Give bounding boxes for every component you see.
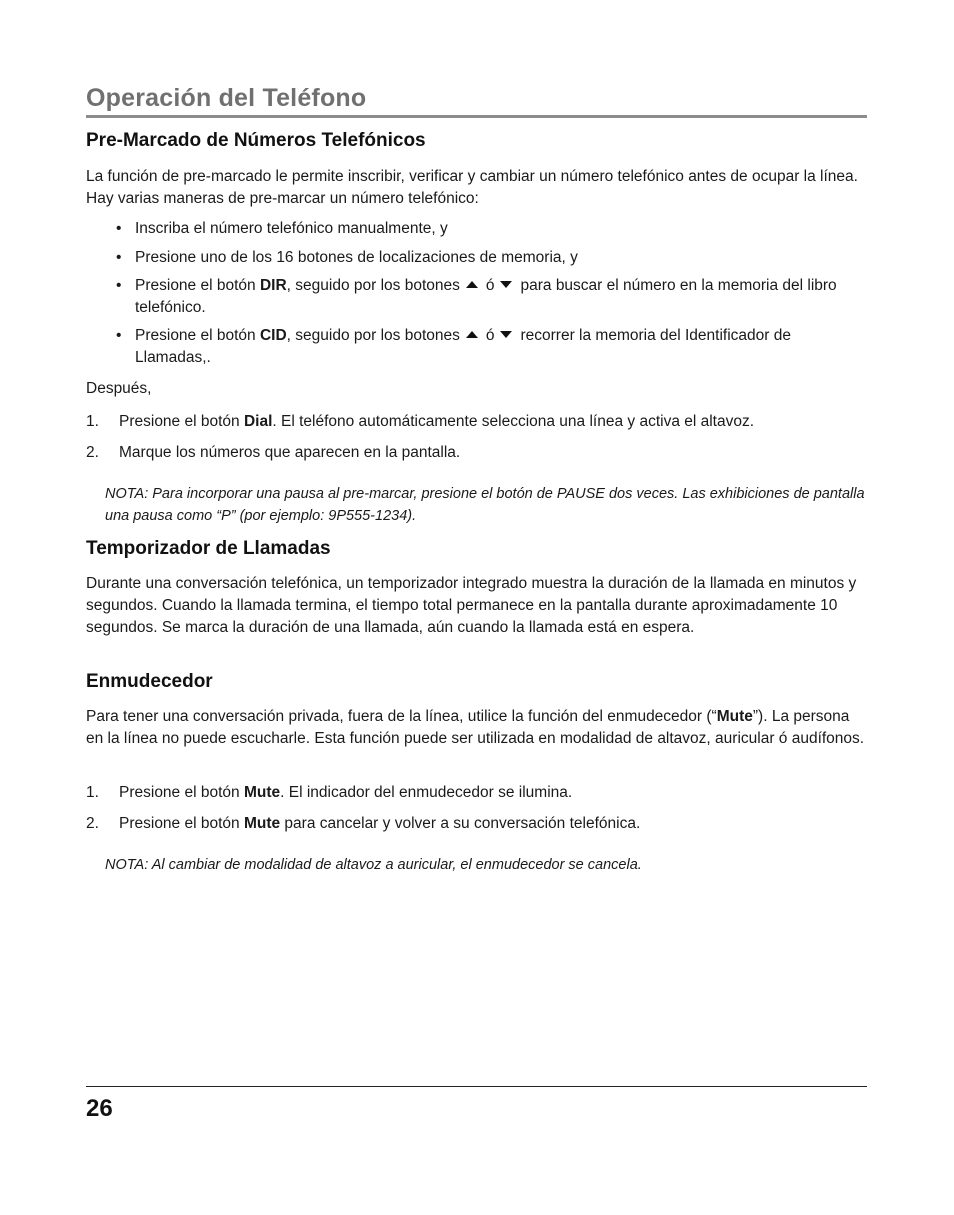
bullet-text-post: recorrer la memoria del Identificador de Llamadas,.: [135, 327, 791, 366]
bullet-text: Presione uno de los 16 botones de localizaciones de memoria, y: [135, 249, 578, 266]
bullet-text: Inscriba el número telefónico manualmente, y: [135, 220, 448, 237]
body-pre: Para tener una conversación privada, fuera de la línea, utilice la función del enmudecedor (“: [86, 708, 717, 725]
down-arrow-icon: [500, 331, 512, 338]
bullet-dot: •: [116, 327, 122, 344]
premarcado-intro: La función de pre-marcado le permite inscribir, verificar y cambiar un número telefónico antes de ocupar la línea. Hay varias maneras de pre-marcar un número telefónico:: [86, 168, 858, 207]
step-text: [119, 813, 867, 835]
title-divider: [86, 115, 867, 118]
dir-button-label: DIR: [259, 277, 287, 294]
down-arrow-icon: [500, 281, 512, 288]
cid-button-label: CID: [259, 327, 287, 344]
mute-button-label: Mute: [243, 815, 281, 832]
note-pause: NOTA: Para incorporar una pausa al pre-marcar, presione el botón de PAUSE dos veces. Las exhibiciones de pantalla una pausa como “P” (por ejemplo: 9P555-1234).: [105, 486, 865, 524]
step-number: 2.: [86, 444, 99, 461]
note-mute: NOTA: Al cambiar de modalidad de altavoz a auricular, el enmudecedor se cancela.: [105, 857, 642, 873]
list-item: [116, 325, 867, 369]
bullet-text-mid: , seguido por los botones: [286, 327, 460, 344]
or-text: ó: [485, 277, 495, 294]
step-number: 1.: [86, 784, 99, 801]
bullet-text-post: para buscar el número en la memoria del libro telefónico.: [135, 277, 837, 316]
mute-button-label: Mute: [716, 708, 753, 725]
list-item: [116, 218, 867, 240]
step-text-pre: Presione el botón: [119, 815, 244, 832]
step-text-pre: Presione el botón: [119, 784, 244, 801]
step-text-post: . El teléfono automáticamente selecciona una línea y activa el altavoz.: [272, 413, 755, 430]
list-item: [86, 442, 867, 464]
bullet-text-pre: Presione el botón: [135, 277, 260, 294]
up-arrow-icon: [466, 281, 478, 288]
manual-page: [86, 0, 867, 1215]
step-text-post: . El indicador del enmudecedor se ilumina.: [280, 784, 573, 801]
body-post: ”). La persona en la línea no puede escucharle. Esta función puede ser utilizada en modalidad de altavoz, auricular ó audífonos.: [86, 708, 865, 747]
list-item: [116, 275, 867, 319]
mute-button-label: Mute: [243, 784, 281, 801]
list-item: [116, 247, 867, 269]
up-arrow-icon: [466, 331, 478, 338]
list-item: [86, 411, 867, 433]
section-heading-temporizador: Temporizador de Llamadas: [86, 538, 331, 559]
bullet-text: [135, 275, 867, 319]
bullet-text-mid: , seguido por los botones: [286, 277, 460, 294]
step-text-post: para cancelar y volver a su conversación telefónica.: [280, 815, 641, 832]
list-item: [86, 813, 867, 835]
bullet-dot: •: [116, 277, 122, 294]
step-text: [119, 411, 867, 433]
temporizador-body: Durante una conversación telefónica, un temporizador integrado muestra la duración de la llamada en minutos y segundos. Cuando la llamada termina, el tiempo total permanece en la pantalla durante aproximadamente 10 segundos. Se marca la duración de una llamada, aún cuando la llamada está en espera.: [86, 575, 857, 636]
bullet-text: [135, 325, 867, 369]
step-number: 2.: [86, 815, 99, 832]
bullet-text-pre: Presione el botón: [135, 327, 260, 344]
page-number: 26: [86, 1095, 113, 1122]
list-item: [86, 782, 867, 804]
or-text: ó: [485, 327, 495, 344]
footer-divider: [86, 1086, 867, 1087]
bullet-dot: •: [116, 249, 122, 266]
section-heading-enmudecedor: Enmudecedor: [86, 671, 213, 692]
bullet-dot: •: [116, 220, 122, 237]
section-heading-premarcado: Pre-Marcado de Números Telefónicos: [86, 130, 426, 151]
dial-button-label: Dial: [243, 413, 273, 430]
step-text: [119, 782, 867, 804]
step-text: Marque los números que aparecen en la pantalla.: [119, 444, 461, 461]
despues-text: Después,: [86, 380, 152, 397]
page-title: Operación del Teléfono: [86, 84, 367, 112]
step-text-pre: Presione el botón: [119, 413, 244, 430]
enmudecedor-body: [86, 706, 867, 750]
step-number: 1.: [86, 413, 99, 430]
